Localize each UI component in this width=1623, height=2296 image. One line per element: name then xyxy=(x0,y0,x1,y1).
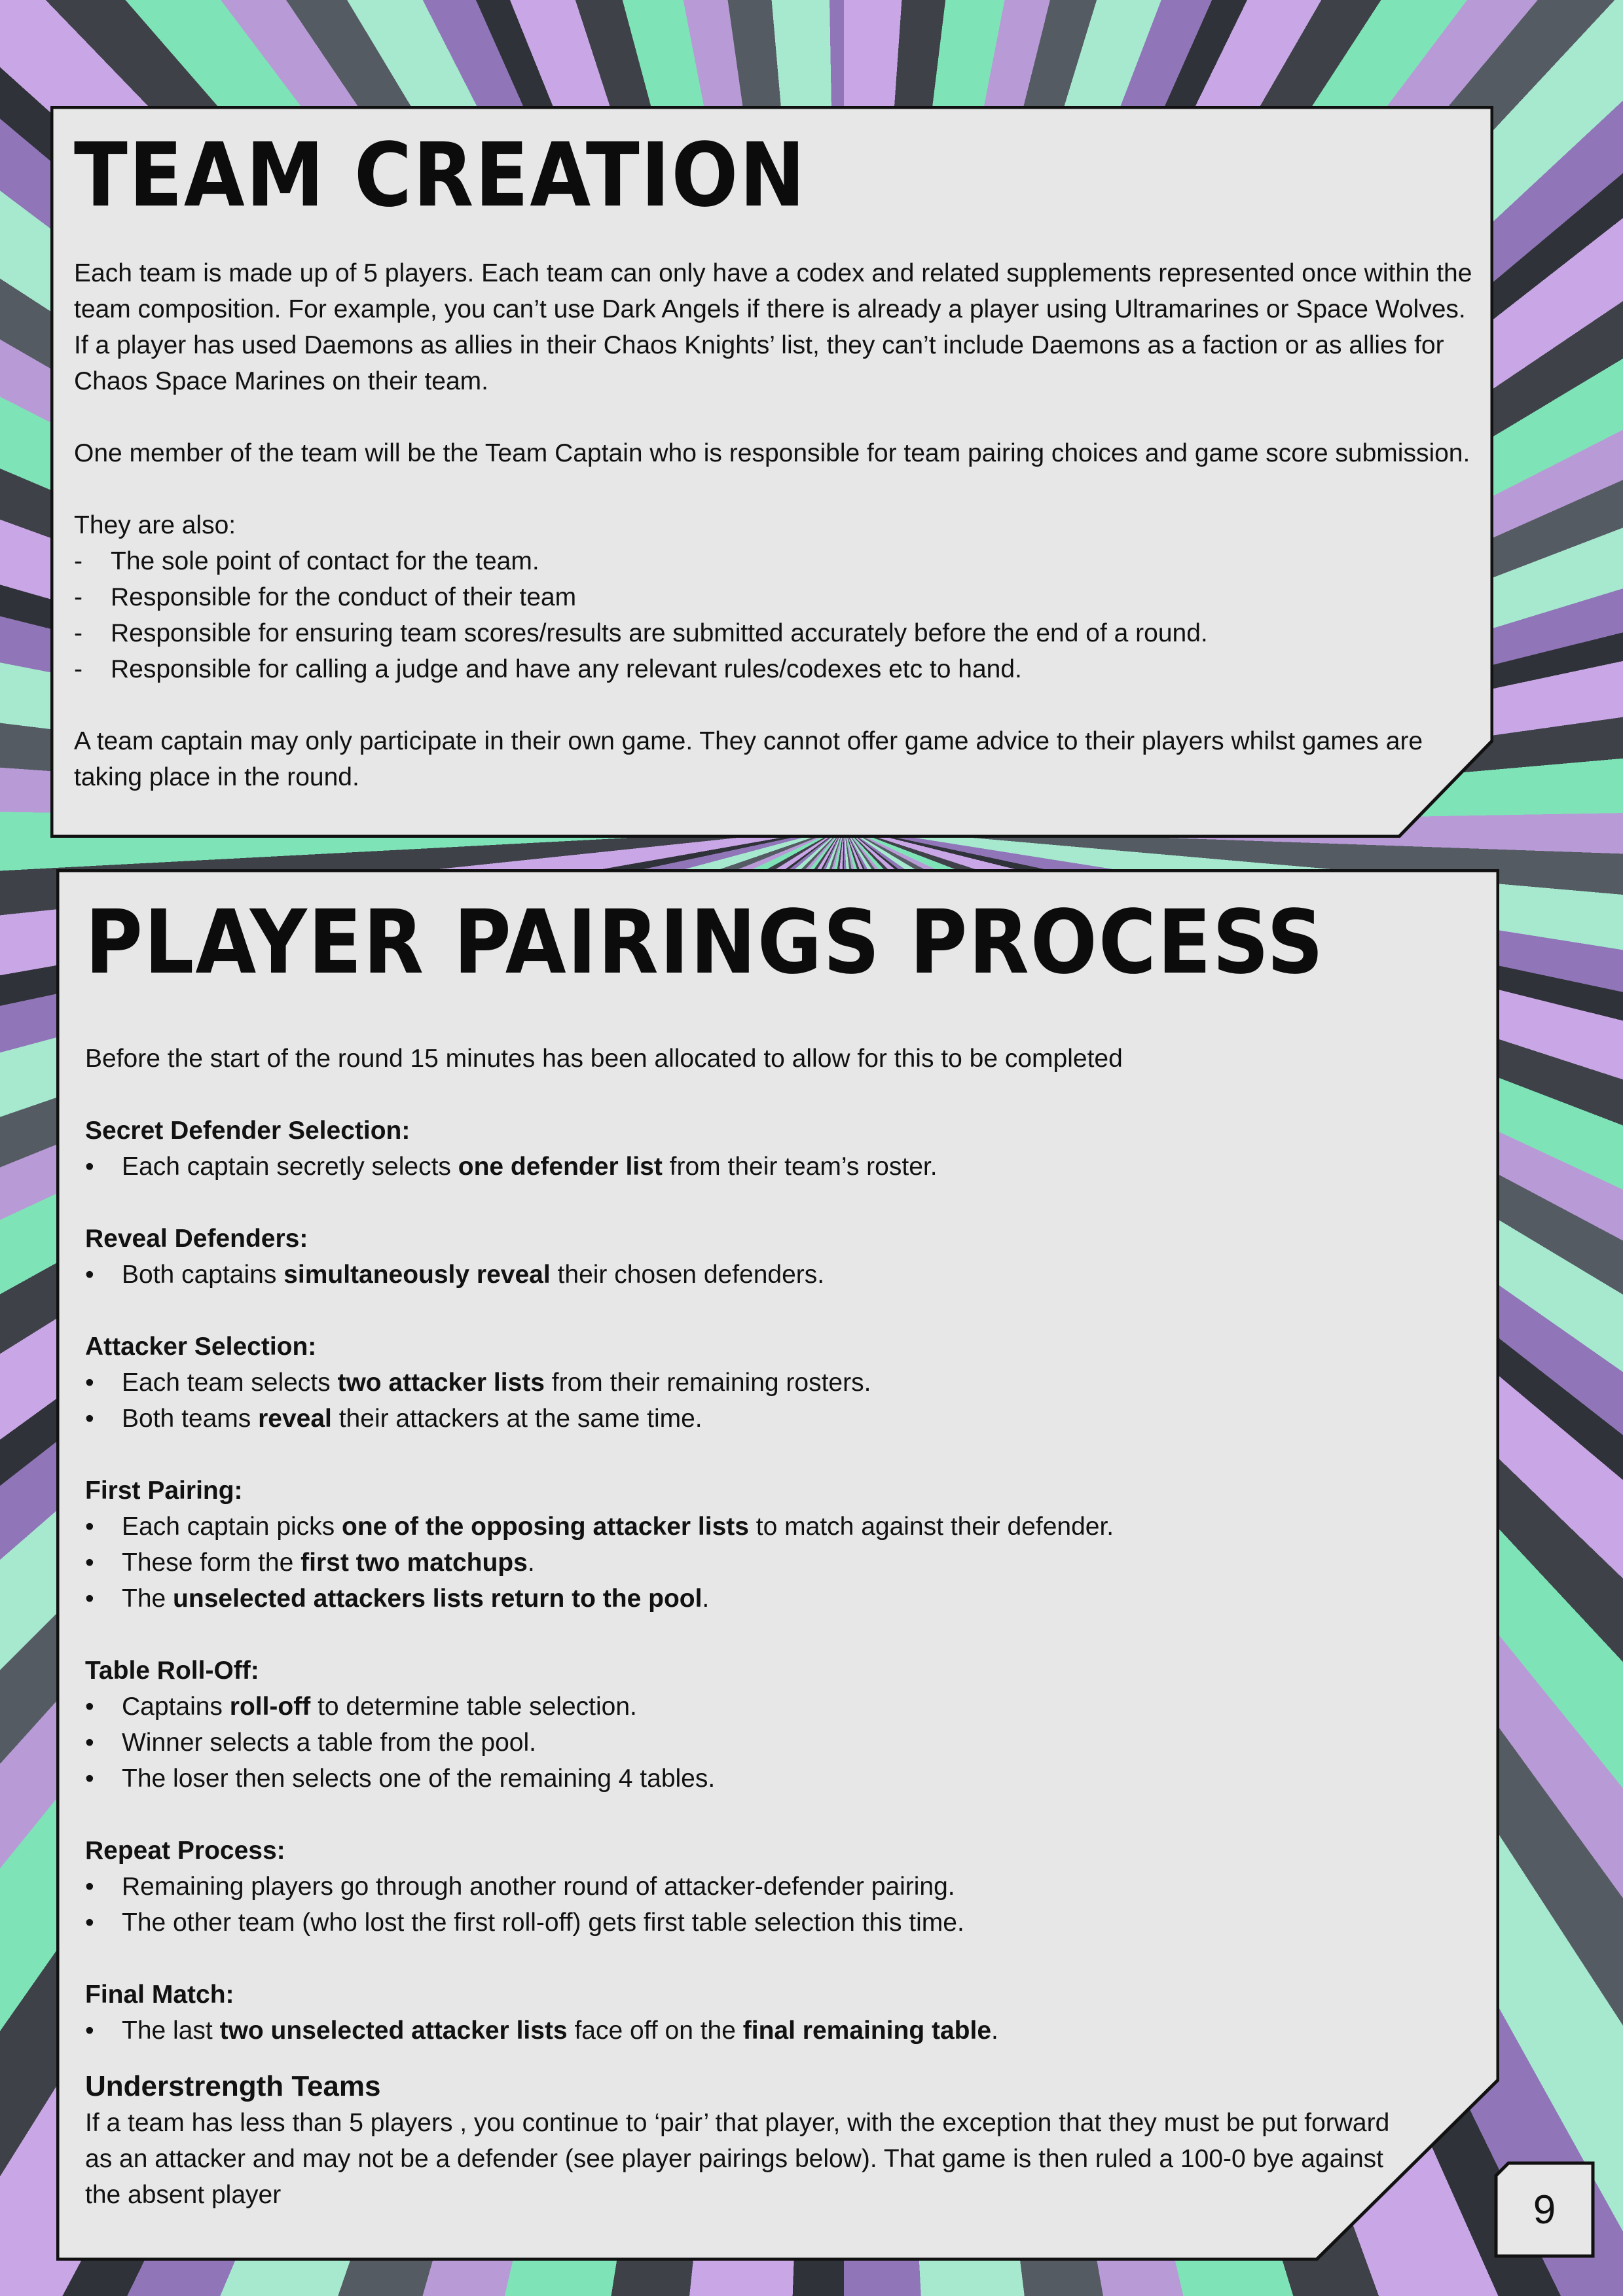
list-item: • These form the first two matchups. xyxy=(85,1549,535,1577)
section-heading: Table Roll-Off: xyxy=(85,1657,259,1685)
section-heading: Final Match: xyxy=(85,1981,234,2009)
list-item: • Both captains simultaneously reveal their chosen defenders. xyxy=(85,1261,825,1289)
section-heading: Attacker Selection: xyxy=(85,1333,317,1361)
list-item: • Each captain secretly selects one defender list from their team’s roster. xyxy=(85,1153,938,1181)
understrength-paragraph: If a team has less than 5 players , you continue to ‘pair’ that player, with the exception that they must be put forward as an attacker and may not be a defender (see player pairings below). That game is then ruled a 100-0 bye against the absent player xyxy=(85,2109,1390,2209)
list-item: - Responsible for the conduct of their team xyxy=(74,583,577,611)
list-item: - Responsible for ensuring team scores/results are submitted accurately before the end of a round. xyxy=(74,619,1208,647)
captain-participation-paragraph: A team captain may only participate in their own game. They cannot offer game advice to their players whilst games are taking place in the round. xyxy=(74,727,1423,791)
captain-duties-intro: They are also: xyxy=(74,511,236,539)
list-item: • Each team selects two attacker lists from their remaining rosters. xyxy=(85,1369,871,1397)
team-captain-paragraph: One member of the team will be the Team Captain who is responsible for team pairing choices and game score submission. xyxy=(74,439,1470,467)
list-item: • Winner selects a table from the pool. xyxy=(85,1729,536,1757)
list-item: - Responsible for calling a judge and have any relevant rules/codexes etc to hand. xyxy=(74,655,1022,683)
section-heading: Reveal Defenders: xyxy=(85,1225,308,1253)
team-composition-paragraph: Each team is made up of 5 players. Each team can only have a codex and related supplements represented once within the team composition. For example, you can’t use Dark Angels if there is already a player using Ultramarines or Space Wolves. If a player has used Daemons as allies in their Chaos Knights’ list, they can’t include Daemons as a faction or as allies for Chaos Space Marines on their team. xyxy=(74,259,1472,395)
understrength-heading: Understrength Teams xyxy=(85,2070,381,2102)
team-creation-title: TEAM CREATION xyxy=(74,124,807,227)
section-heading: Secret Defender Selection: xyxy=(85,1117,410,1145)
player-pairings-panel xyxy=(56,869,1499,2261)
page-number: 9 xyxy=(1533,2187,1556,2233)
list-item: • Each captain picks one of the opposing attacker lists to match against their defender. xyxy=(85,1513,1114,1541)
section-heading: First Pairing: xyxy=(85,1477,243,1505)
page-number-box xyxy=(1494,2161,1595,2258)
section-heading: Repeat Process: xyxy=(85,1837,285,1865)
list-item: • Remaining players go through another round of attacker-defender pairing. xyxy=(85,1873,955,1901)
list-item: • The unselected attackers lists return to the pool. xyxy=(85,1585,710,1613)
player-pairings-title: PLAYER PAIRINGS PROCESS xyxy=(85,891,1325,994)
team-creation-panel xyxy=(50,106,1493,838)
list-item: - The sole point of contact for the team. xyxy=(74,547,539,575)
list-item: • The last two unselected attacker lists face off on the final remaining table. xyxy=(85,2017,998,2045)
list-item: • Captains roll-off to determine table selection. xyxy=(85,1693,637,1721)
list-item: • Both teams reveal their attackers at the same time. xyxy=(85,1405,702,1433)
pairings-intro: Before the start of the round 15 minutes has been allocated to allow for this to be completed xyxy=(85,1045,1123,1073)
list-item: • The loser then selects one of the remaining 4 tables. xyxy=(85,1765,716,1793)
list-item: • The other team (who lost the first roll-off) gets first table selection this time. xyxy=(85,1909,964,1937)
